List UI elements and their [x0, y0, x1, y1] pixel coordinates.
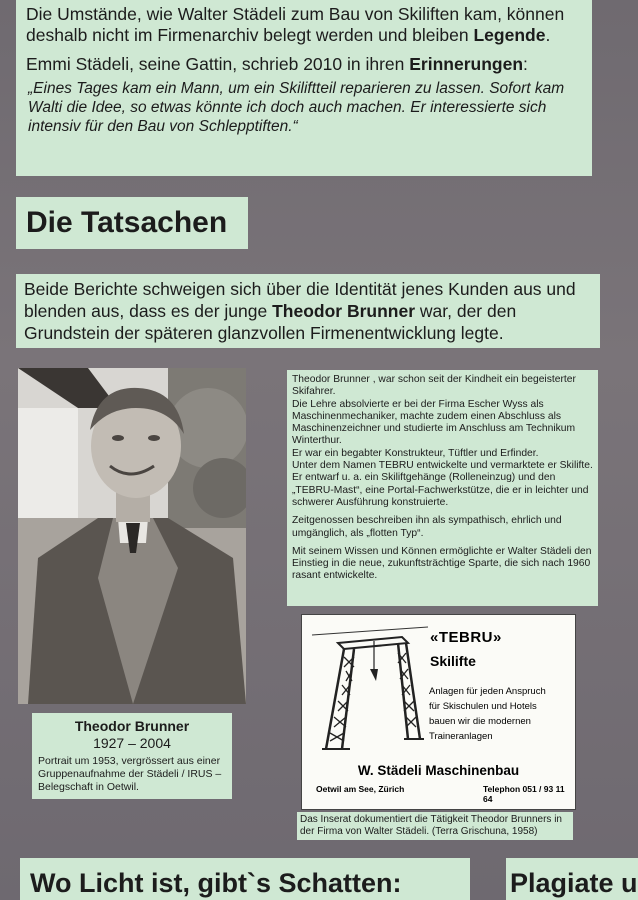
intro-text-end: . — [545, 25, 551, 45]
bio-paragraph: Unter dem Namen TEBRU entwickelte und vermarktete er Skilifte. — [292, 460, 593, 472]
plagiarism-heading: Plagiate u — [510, 868, 638, 898]
facts-heading-panel — [16, 197, 248, 249]
memoir-text: Emmi Städeli, seine Gattin, schrieb 2010 in ihren — [26, 54, 410, 74]
ad-body — [429, 684, 546, 744]
legend-word: Legende — [473, 25, 546, 45]
ad-company: W. Städeli Maschinenbau — [357, 763, 520, 778]
shadows-heading-panel — [20, 858, 470, 900]
bio-paragraph: Zeitgenossen beschreiben ihn als sympathisch, ehrlich und umgänglich, als „flotten Typ“. — [292, 515, 562, 539]
bio-paragraph: Mit seinem Wissen und Können ermöglichte er Walter Städeli den Einstieg in die neue, zukunftsträchtige Sparte, die sich nach 1960 rasant entwickelte. — [292, 545, 592, 582]
portrait-photo — [18, 368, 246, 704]
tebru-advertisement — [301, 614, 576, 810]
bio-paragraph: Die Lehre absolvierte er bei der Firma Escher Wyss als Maschinenmechaniker, machte zudem einen Abschluss als Maschinenzeichner und studierte im Anschluss am Technikum Winterthur. — [292, 398, 576, 447]
ski-lift-mast-icon — [310, 621, 430, 761]
intro-text — [26, 4, 582, 46]
memoir-word: Erinnerungen — [409, 54, 524, 74]
ad-line: Traineranlagen — [429, 731, 493, 742]
memoir-quote: „Eines Tages kam ein Mann, um ein Skiliftteil reparieren zu lassen. Sofort kam Walti die Idee, so etwas könnte ich doch auch machen. Er interessierte sich intensiv für den Bau von Schlepptiften.“ — [28, 80, 565, 135]
bio-paragraph: Er war ein begabter Konstrukteur, Tüftler und Erfinder. — [292, 447, 539, 459]
intro-panel — [16, 0, 592, 176]
ad-caption-text: Das Inserat dokumentiert die Tätigkeit Theodor Brunners in der Firma von Walter Städeli. (Terra Grischuna, 1958) — [300, 814, 562, 837]
facts-text-part: Beide Berichte schweigen sich über die Identität jenes Kunden aus und blenden aus, dass es der junge — [24, 279, 576, 321]
facts-text-end: war, der den Grundstein der späteren glanzvollen Firmenentwicklung legte. — [24, 301, 517, 343]
facts-panel — [16, 274, 600, 348]
ad-line: bauen wir die modernen — [429, 716, 531, 727]
facts-heading: Die Tatsachen — [26, 206, 228, 239]
ad-phone: Telephon 051 / 93 11 64 — [483, 784, 565, 804]
person-years: 1927 – 2004 — [93, 735, 171, 751]
ad-line: Anlagen für jeden Anspruch — [429, 686, 546, 697]
shadows-heading: Wo Licht ist, gibt`s Schatten: — [30, 868, 402, 898]
facts-text — [24, 278, 592, 344]
ad-caption — [297, 812, 573, 840]
ad-line: für Skischulen und Hotels — [429, 701, 537, 712]
ad-product: Skilifte — [430, 653, 476, 669]
person-name: Theodor Brunner — [74, 718, 190, 734]
ad-address: Oetwil am See, Zürich — [316, 784, 405, 794]
memoir-colon: : — [523, 54, 528, 74]
intro-text-part: Die Umstände, wie Walter Städeli zum Bau von Skiliften kam, können deshalb nicht im Firmenarchiv belegt werden und bleiben — [26, 4, 565, 45]
portrait-caption — [32, 713, 232, 799]
facts-person-name: Theodor Brunner — [272, 301, 416, 321]
biography-panel — [287, 370, 598, 606]
portrait-description: Portrait um 1953, vergrössert aus einer Gruppenaufnahme der Städeli / IRUS – Belegschaft in Oetwil. — [38, 755, 222, 793]
plagiarism-heading-panel — [506, 858, 638, 900]
bio-paragraph: Er entwarf u. a. ein Skiliftgehänge (Rolleneinzug) und den „TEBRU-Mast“, eine Portal-Fachwerkstütze, die er in leichter und schwerer Ausführung konstruierte. — [292, 472, 589, 508]
portrait-illustration — [18, 368, 246, 704]
ad-brand: «TEBRU» — [430, 629, 502, 646]
bio-paragraph: Theodor Brunner , war schon seit der Kindheit ein begeisterter Skifahrer. — [292, 374, 576, 398]
memoir-reference — [26, 54, 582, 75]
